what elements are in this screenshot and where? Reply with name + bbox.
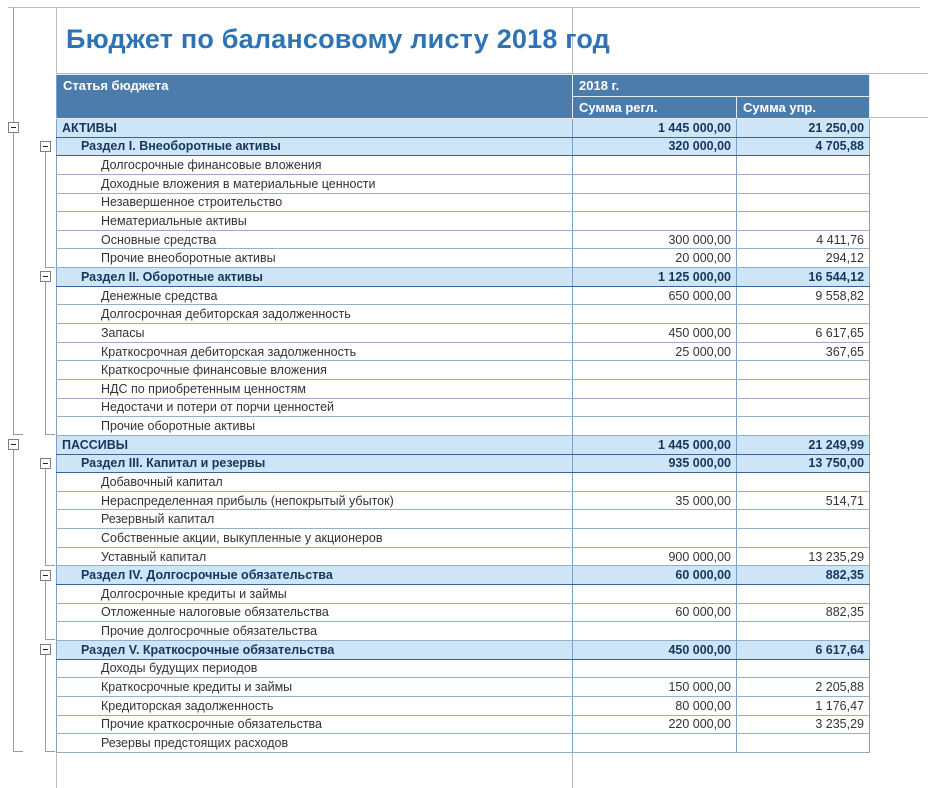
cell-summa-upr[interactable]	[737, 379, 870, 398]
cell-summa-regl[interactable]: 1 445 000,00	[573, 119, 737, 138]
row-label-cell[interactable]: Раздел II. Оборотные активы	[57, 268, 573, 287]
collapse-minus-icon[interactable]	[40, 271, 51, 282]
table-row[interactable]	[57, 678, 870, 697]
row-label-cell[interactable]: Раздел V. Краткосрочные обязательства	[57, 640, 573, 659]
cell-summa-upr[interactable]: 882,35	[737, 566, 870, 585]
minus-glyph	[43, 575, 48, 576]
minus-glyph	[11, 127, 16, 128]
table-row[interactable]	[57, 454, 870, 473]
cell-summa-upr[interactable]: 514,71	[737, 491, 870, 510]
cell-summa-upr[interactable]	[737, 473, 870, 492]
table-row[interactable]	[57, 603, 870, 622]
cell-summa-upr[interactable]	[737, 156, 870, 175]
table-row[interactable]	[57, 156, 870, 175]
table-row[interactable]	[57, 249, 870, 268]
cell-summa-regl[interactable]	[573, 585, 737, 604]
budget-table-body	[57, 119, 870, 753]
collapse-minus-icon[interactable]	[8, 439, 19, 450]
row-label-cell[interactable]: Прочие долгосрочные обязательства	[57, 622, 573, 641]
cell-summa-regl[interactable]: 450 000,00	[573, 640, 737, 659]
budget-table[interactable]	[56, 74, 870, 753]
cell-summa-upr[interactable]: 21 250,00	[737, 119, 870, 138]
table-row[interactable]	[57, 342, 870, 361]
cell-summa-upr[interactable]: 4 705,88	[737, 137, 870, 156]
cell-summa-upr[interactable]: 294,12	[737, 249, 870, 268]
row-label-cell[interactable]: Нераспределенная прибыль (непокрытый убыток)	[57, 491, 573, 510]
table-row[interactable]	[57, 417, 870, 436]
row-label-cell[interactable]: Уставный капитал	[57, 547, 573, 566]
table-row[interactable]	[57, 435, 870, 454]
cell-summa-upr[interactable]	[737, 212, 870, 231]
table-row[interactable]	[57, 324, 870, 343]
cell-summa-regl[interactable]	[573, 174, 737, 193]
table-header	[57, 75, 870, 119]
cell-summa-regl[interactable]: 1 445 000,00	[573, 435, 737, 454]
row-label-cell[interactable]: ПАССИВЫ	[57, 435, 573, 454]
cell-summa-regl[interactable]	[573, 510, 737, 529]
cell-summa-regl[interactable]	[573, 398, 737, 417]
cell-summa-upr[interactable]	[737, 305, 870, 324]
table-row[interactable]	[57, 510, 870, 529]
cell-summa-regl[interactable]: 25 000,00	[573, 342, 737, 361]
tree-line-corner	[13, 751, 23, 752]
tree-line-corner	[45, 267, 55, 268]
cell-summa-regl[interactable]: 300 000,00	[573, 230, 737, 249]
cell-summa-regl[interactable]	[573, 473, 737, 492]
row-label-cell[interactable]: Денежные средства	[57, 286, 573, 305]
cell-summa-regl[interactable]: 220 000,00	[573, 715, 737, 734]
cell-summa-regl[interactable]: 150 000,00	[573, 678, 737, 697]
row-label-cell[interactable]: Долгосрочные финансовые вложения	[57, 156, 573, 175]
row-label-cell[interactable]: Нематериальные активы	[57, 212, 573, 231]
cell-summa-upr[interactable]	[737, 585, 870, 604]
table-row[interactable]	[57, 715, 870, 734]
row-label-cell[interactable]: Кредиторская задолженность	[57, 696, 573, 715]
minus-glyph	[11, 444, 16, 445]
table-row[interactable]	[57, 491, 870, 510]
cell-summa-regl[interactable]	[573, 529, 737, 548]
table-row[interactable]	[57, 193, 870, 212]
table-row[interactable]	[57, 379, 870, 398]
cell-summa-regl[interactable]: 80 000,00	[573, 696, 737, 715]
cell-summa-regl[interactable]: 450 000,00	[573, 324, 737, 343]
row-label-cell[interactable]: Запасы	[57, 324, 573, 343]
cell-summa-regl[interactable]	[573, 734, 737, 753]
row-label-cell[interactable]: Прочие краткосрочные обязательства	[57, 715, 573, 734]
cell-summa-regl[interactable]: 60 000,00	[573, 603, 737, 622]
cell-summa-regl[interactable]: 935 000,00	[573, 454, 737, 473]
cell-summa-upr[interactable]: 3 235,29	[737, 715, 870, 734]
grid-line-header-bottom-right	[869, 117, 928, 118]
row-label-cell[interactable]: Раздел III. Капитал и резервы	[57, 454, 573, 473]
tree-line-corner	[45, 434, 55, 435]
row-label-cell[interactable]: Долгосрочные кредиты и займы	[57, 585, 573, 604]
row-label-cell[interactable]: Краткосрочные финансовые вложения	[57, 361, 573, 380]
tree-line	[45, 469, 46, 566]
cell-summa-upr[interactable]	[737, 193, 870, 212]
cell-summa-regl[interactable]	[573, 379, 737, 398]
row-label-cell[interactable]: Отложенные налоговые обязательства	[57, 603, 573, 622]
tree-line	[45, 152, 46, 268]
cell-summa-regl[interactable]: 650 000,00	[573, 286, 737, 305]
table-row[interactable]	[57, 473, 870, 492]
row-label-cell[interactable]: НДС по приобретенным ценностям	[57, 379, 573, 398]
cell-summa-upr[interactable]	[737, 398, 870, 417]
row-label-cell[interactable]: АКТИВЫ	[57, 119, 573, 138]
row-label-cell[interactable]: Прочие внеоборотные активы	[57, 249, 573, 268]
column-header-reg: Сумма регл.	[573, 97, 737, 119]
cell-summa-upr[interactable]	[737, 622, 870, 641]
table-row[interactable]	[57, 566, 870, 585]
table-row[interactable]	[57, 286, 870, 305]
table-row[interactable]	[57, 585, 870, 604]
tree-line	[45, 655, 46, 752]
cell-summa-regl[interactable]: 1 125 000,00	[573, 268, 737, 287]
page-title: Бюджет по балансовому листу 2018 год	[66, 24, 611, 54]
cell-summa-upr[interactable]: 13 750,00	[737, 454, 870, 473]
row-label-cell[interactable]: Доходы будущих периодов	[57, 659, 573, 678]
grid-line-top	[8, 7, 920, 8]
tree-line-corner	[45, 639, 55, 640]
cell-summa-regl[interactable]	[573, 361, 737, 380]
collapse-minus-icon[interactable]	[8, 122, 19, 133]
cell-summa-regl[interactable]: 900 000,00	[573, 547, 737, 566]
row-label-cell[interactable]: Основные средства	[57, 230, 573, 249]
tree-line-corner	[13, 434, 23, 435]
row-label-cell[interactable]: Незавершенное строительство	[57, 193, 573, 212]
minus-glyph	[43, 463, 48, 464]
table-row[interactable]	[57, 529, 870, 548]
table-row[interactable]	[57, 361, 870, 380]
minus-glyph	[43, 146, 48, 147]
cell-summa-upr[interactable]	[737, 659, 870, 678]
collapse-minus-icon[interactable]	[40, 644, 51, 655]
collapse-minus-icon[interactable]	[40, 458, 51, 469]
table-row[interactable]	[57, 640, 870, 659]
cell-summa-upr[interactable]: 882,35	[737, 603, 870, 622]
minus-glyph	[43, 276, 48, 277]
table-row[interactable]	[57, 174, 870, 193]
cell-summa-regl[interactable]	[573, 156, 737, 175]
cell-summa-upr[interactable]: 6 617,64	[737, 640, 870, 659]
row-label-cell[interactable]: Собственные акции, выкупленные у акционеров	[57, 529, 573, 548]
tree-line-corner	[45, 751, 55, 752]
row-label-cell[interactable]: Краткосрочные кредиты и займы	[57, 678, 573, 697]
table-row[interactable]	[57, 268, 870, 287]
cell-summa-upr[interactable]	[737, 174, 870, 193]
column-header-article: Статья бюджета	[57, 75, 573, 119]
row-label-cell[interactable]: Краткосрочная дебиторская задолженность	[57, 342, 573, 361]
column-header-upr: Сумма упр.	[737, 97, 870, 119]
tree-line	[13, 7, 14, 123]
cell-summa-upr[interactable]: 21 249,99	[737, 435, 870, 454]
row-label-cell[interactable]: Долгосрочная дебиторская задолженность	[57, 305, 573, 324]
row-label-cell[interactable]: Раздел I. Внеоборотные активы	[57, 137, 573, 156]
tree-line	[13, 450, 14, 752]
cell-summa-regl[interactable]: 320 000,00	[573, 137, 737, 156]
row-label-cell[interactable]: Доходные вложения в материальные ценности	[57, 174, 573, 193]
cell-summa-regl[interactable]: 60 000,00	[573, 566, 737, 585]
cell-summa-regl[interactable]: 20 000,00	[573, 249, 737, 268]
collapse-minus-icon[interactable]	[40, 141, 51, 152]
cell-summa-upr[interactable]: 2 205,88	[737, 678, 870, 697]
row-label-cell[interactable]: Прочие оборотные активы	[57, 417, 573, 436]
minus-glyph	[43, 649, 48, 650]
table-row[interactable]	[57, 547, 870, 566]
cell-summa-upr[interactable]: 1 176,47	[737, 696, 870, 715]
row-label-cell[interactable]: Раздел IV. Долгосрочные обязательства	[57, 566, 573, 585]
cell-summa-upr[interactable]	[737, 734, 870, 753]
cell-summa-upr[interactable]	[737, 510, 870, 529]
tree-line	[45, 581, 46, 640]
cell-summa-upr[interactable]	[737, 417, 870, 436]
cell-summa-upr[interactable]: 13 235,29	[737, 547, 870, 566]
table-row[interactable]	[57, 230, 870, 249]
cell-summa-upr[interactable]	[737, 361, 870, 380]
tree-line	[45, 282, 46, 435]
cell-summa-upr[interactable]: 4 411,76	[737, 230, 870, 249]
cell-summa-regl[interactable]	[573, 417, 737, 436]
table-row[interactable]	[57, 734, 870, 753]
cell-summa-regl[interactable]	[573, 212, 737, 231]
collapse-minus-icon[interactable]	[40, 570, 51, 581]
grid-line-col-middle-bottom	[572, 752, 573, 788]
table-row[interactable]	[57, 119, 870, 138]
row-label-cell[interactable]: Добавочный капитал	[57, 473, 573, 492]
row-label-cell[interactable]: Недостачи и потери от порчи ценностей	[57, 398, 573, 417]
column-header-year: 2018 г.	[573, 75, 870, 97]
cell-summa-upr[interactable]: 367,65	[737, 342, 870, 361]
tree-line	[13, 133, 14, 435]
table-row[interactable]	[57, 696, 870, 715]
cell-summa-upr[interactable]: 16 544,12	[737, 268, 870, 287]
table-row[interactable]	[57, 212, 870, 231]
cell-summa-regl[interactable]: 35 000,00	[573, 491, 737, 510]
table-row[interactable]	[57, 137, 870, 156]
row-label-cell[interactable]: Резервы предстоящих расходов	[57, 734, 573, 753]
cell-summa-regl[interactable]	[573, 193, 737, 212]
table-row[interactable]	[57, 305, 870, 324]
table-row[interactable]	[57, 622, 870, 641]
row-label-cell[interactable]: Резервный капитал	[57, 510, 573, 529]
table-row[interactable]	[57, 398, 870, 417]
cell-summa-regl[interactable]	[573, 659, 737, 678]
cell-summa-regl[interactable]	[573, 622, 737, 641]
cell-summa-upr[interactable]: 6 617,65	[737, 324, 870, 343]
tree-line-corner	[45, 565, 55, 566]
cell-summa-upr[interactable]	[737, 529, 870, 548]
cell-summa-upr[interactable]: 9 558,82	[737, 286, 870, 305]
cell-summa-regl[interactable]	[573, 305, 737, 324]
table-row[interactable]	[57, 659, 870, 678]
